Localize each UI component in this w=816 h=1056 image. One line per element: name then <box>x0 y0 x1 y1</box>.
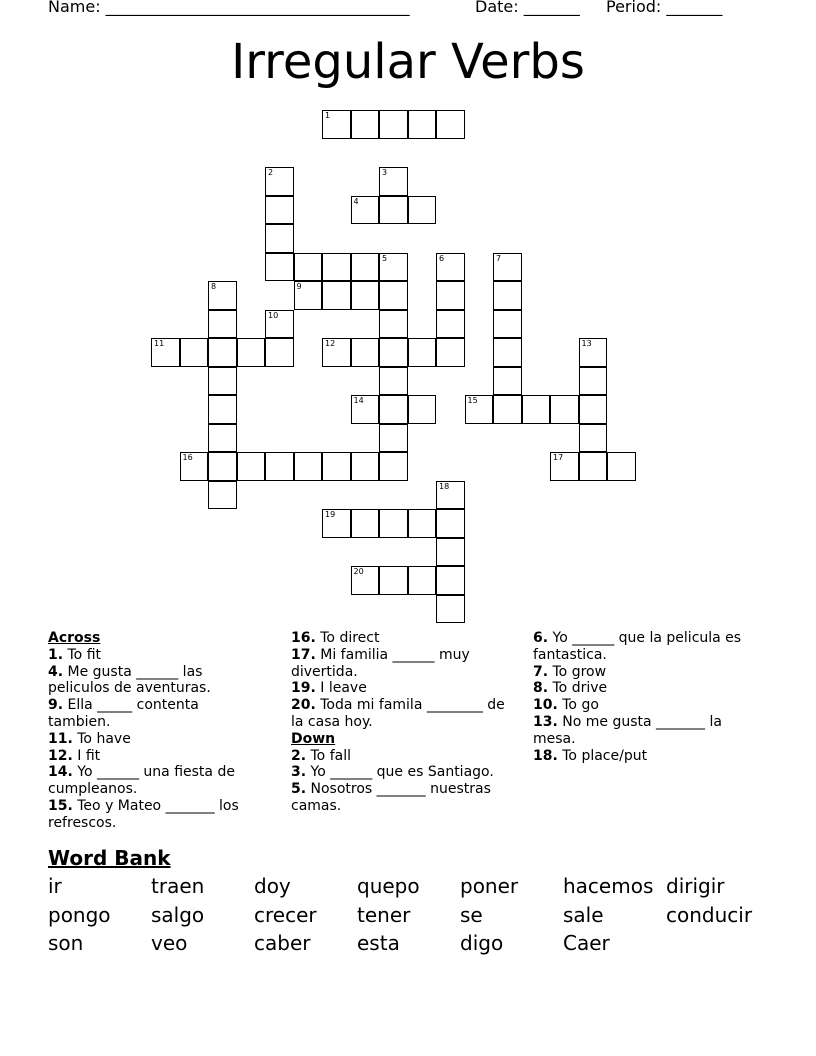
cell-number: 2 <box>268 168 274 177</box>
word-bank-word: tener <box>357 902 411 927</box>
clue-item <box>533 680 743 697</box>
down-heading: Down <box>291 730 336 747</box>
crossword-cell[interactable] <box>294 452 323 481</box>
across-heading: Across <box>48 630 101 646</box>
cell-number: 4 <box>353 196 359 206</box>
crossword-cell[interactable] <box>208 395 237 424</box>
clue-text: To drive <box>548 680 608 697</box>
clue-number: 7. <box>533 663 549 680</box>
cell-number: 19 <box>325 510 336 519</box>
crossword-cell[interactable] <box>436 253 465 282</box>
across-clue-list-1 <box>48 647 258 832</box>
clue-number: 15. <box>48 797 73 814</box>
word-bank-word: pongo <box>48 902 111 927</box>
crossword-cell[interactable] <box>436 566 465 595</box>
clue-item <box>48 731 258 748</box>
clue-text: To fit <box>63 646 102 663</box>
crossword-cell[interactable] <box>465 395 494 424</box>
crossword-cell[interactable] <box>408 338 437 367</box>
name-field-label: Name: ______________________________________ <box>48 0 410 16</box>
clue-text: To place/put <box>557 747 648 764</box>
clue-number: 11. <box>48 730 73 747</box>
crossword-cell[interactable] <box>351 338 380 367</box>
clue-text: I fit <box>72 747 101 764</box>
crossword-cell[interactable] <box>322 338 351 367</box>
clue-number: 20. <box>291 697 316 714</box>
clue-item <box>533 664 743 681</box>
word-bank-word: poner <box>460 874 519 898</box>
crossword-cell[interactable] <box>579 424 608 453</box>
crossword-cell[interactable] <box>322 509 351 538</box>
crossword-cell[interactable] <box>379 167 408 196</box>
clue-text: Toda mi famila ________ de la casa hoy. <box>291 697 505 730</box>
cell-number: 14 <box>353 396 364 405</box>
crossword-cell[interactable] <box>550 452 579 481</box>
clue-item <box>48 664 258 698</box>
crossword-cell[interactable] <box>265 452 294 481</box>
crossword-cell[interactable] <box>436 281 465 310</box>
crossword-cell[interactable] <box>493 253 522 282</box>
clue-number: 2. <box>291 747 307 764</box>
crossword-cell[interactable] <box>379 253 408 282</box>
crossword-cell[interactable] <box>351 566 380 595</box>
cell-number: 18 <box>439 481 450 491</box>
crossword-cell[interactable] <box>351 281 380 310</box>
period-field-label: Period: _______ <box>606 0 723 16</box>
word-bank-word: son <box>48 931 84 955</box>
crossword-cell[interactable] <box>579 367 608 396</box>
crossword-cell[interactable] <box>180 338 209 367</box>
crossword-cell[interactable] <box>436 595 465 624</box>
clue-text: To direct <box>315 630 380 646</box>
crossword-cell[interactable] <box>493 310 522 339</box>
crossword-cell[interactable] <box>379 338 408 367</box>
crossword-cell[interactable] <box>151 338 180 367</box>
crossword-cell[interactable] <box>408 566 437 595</box>
crossword-cell[interactable] <box>436 481 465 510</box>
clue-number: 5. <box>291 781 307 798</box>
crossword-cell[interactable] <box>379 509 408 538</box>
clue-item <box>291 748 511 765</box>
crossword-cell[interactable] <box>579 338 608 367</box>
word-bank-word: Caer <box>563 931 610 955</box>
crossword-cell[interactable] <box>493 281 522 310</box>
crossword-cell[interactable] <box>379 196 408 225</box>
crossword-cell[interactable] <box>208 310 237 339</box>
crossword-cell[interactable] <box>322 281 351 310</box>
clue-number: 4. <box>48 663 64 680</box>
crossword-cell[interactable] <box>294 281 323 310</box>
cell-number: 5 <box>382 253 388 263</box>
cell-number: 3 <box>382 168 388 177</box>
clue-item <box>291 781 511 815</box>
crossword-cell[interactable] <box>408 196 437 225</box>
crossword-cell[interactable] <box>237 452 266 481</box>
crossword-cell[interactable] <box>208 281 237 310</box>
cell-number: 17 <box>553 453 564 462</box>
crossword-cell[interactable] <box>379 281 408 310</box>
crossword-cell[interactable] <box>351 509 380 538</box>
crossword-cell[interactable] <box>436 110 465 139</box>
clue-number: 14. <box>48 764 73 781</box>
clue-text: Me gusta ______ las peliculos de aventuras. <box>48 663 211 697</box>
crossword-cell[interactable] <box>351 110 380 139</box>
clue-item <box>533 714 743 748</box>
word-bank-word: veo <box>151 931 188 955</box>
clue-number: 13. <box>533 713 558 730</box>
crossword-cell[interactable] <box>607 452 636 481</box>
word-bank-word: esta <box>357 931 400 955</box>
cell-number: 20 <box>353 567 364 576</box>
cell-number: 8 <box>211 282 217 291</box>
crossword-cell[interactable] <box>436 310 465 339</box>
word-bank-word: salgo <box>151 902 205 927</box>
cell-number: 6 <box>439 253 445 263</box>
clue-item <box>291 764 511 781</box>
clue-number: 1. <box>48 646 64 663</box>
across-clue-list-2 <box>291 630 511 731</box>
crossword-cell[interactable] <box>265 167 294 196</box>
clue-item <box>533 748 743 765</box>
crossword-cell[interactable] <box>436 509 465 538</box>
crossword-cell[interactable] <box>579 452 608 481</box>
clue-number: 3. <box>291 764 307 781</box>
word-bank-word: dirigir <box>666 874 725 898</box>
word-bank-word: digo <box>460 931 504 955</box>
clue-number: 10. <box>533 697 558 714</box>
page-title: Irregular Verbs <box>231 34 585 90</box>
clue-item <box>291 697 511 731</box>
clue-text: Nosotros _______ nuestras camas. <box>291 781 491 814</box>
crossword-cell[interactable] <box>265 224 294 253</box>
crossword-cell[interactable] <box>550 395 579 424</box>
crossword-cell[interactable] <box>208 338 237 367</box>
crossword-cell[interactable] <box>180 452 209 481</box>
clue-text: Yo ______ que es Santiago. <box>306 764 494 781</box>
clue-number: 9. <box>48 697 64 714</box>
crossword-cell[interactable] <box>379 452 408 481</box>
crossword-cell[interactable] <box>208 367 237 396</box>
crossword-cell[interactable] <box>493 367 522 396</box>
clue-text: No me gusta _______ la mesa. <box>533 713 722 747</box>
crossword-cell[interactable] <box>208 452 237 481</box>
word-bank-title: Word Bank <box>48 846 171 870</box>
cell-number: 12 <box>325 339 336 348</box>
crossword-cell[interactable] <box>294 253 323 282</box>
word-bank-word: sale <box>563 902 604 927</box>
word-bank-word: quepo <box>357 874 420 898</box>
cell-number: 11 <box>154 339 165 348</box>
word-bank-word: conducir <box>666 902 753 927</box>
cell-number: 16 <box>182 453 193 462</box>
cell-number: 7 <box>496 253 502 263</box>
crossword-cell[interactable] <box>493 395 522 424</box>
crossword-cell[interactable] <box>265 253 294 282</box>
crossword-cell[interactable] <box>522 395 551 424</box>
crossword-cell[interactable] <box>379 310 408 339</box>
crossword-cell[interactable] <box>265 338 294 367</box>
word-bank-word: hacemos <box>563 874 654 898</box>
down-clue-list-1 <box>291 748 511 815</box>
crossword-cell[interactable] <box>322 110 351 139</box>
clue-item <box>291 680 511 697</box>
crossword-cell[interactable] <box>379 424 408 453</box>
clues-column-1 <box>48 630 258 832</box>
clues-column-3 <box>533 630 743 764</box>
cell-number: 15 <box>467 396 478 405</box>
crossword-cell[interactable] <box>436 338 465 367</box>
crossword-cell[interactable] <box>436 538 465 567</box>
clue-item <box>533 630 743 664</box>
clue-text: I leave <box>315 680 367 697</box>
clue-number: 19. <box>291 680 316 697</box>
clue-number: 16. <box>291 630 316 646</box>
clue-number: 18. <box>533 747 558 764</box>
crossword-cell[interactable] <box>351 395 380 424</box>
crossword-cell[interactable] <box>379 367 408 396</box>
crossword-cell[interactable] <box>265 310 294 339</box>
crossword-cell[interactable] <box>493 338 522 367</box>
clue-text: To grow <box>548 663 607 680</box>
word-bank-word: traen <box>151 874 205 898</box>
date-field-label: Date: _______ <box>475 0 580 16</box>
clue-item <box>48 647 258 664</box>
word-bank-word: ir <box>48 874 62 898</box>
crossword-cell[interactable] <box>322 253 351 282</box>
clue-item <box>48 748 258 765</box>
cell-number: 10 <box>268 310 279 320</box>
cell-number: 1 <box>325 111 331 120</box>
word-bank-word: crecer <box>254 902 317 927</box>
crossword-cell[interactable] <box>208 424 237 453</box>
clue-text: Mi familia ______ muy divertida. <box>291 646 470 680</box>
clue-text: Teo y Mateo _______ los refrescos. <box>48 797 239 831</box>
crossword-cell[interactable] <box>408 509 437 538</box>
clue-item <box>533 697 743 714</box>
clue-text: Yo ______ una fiesta de cumpleanos. <box>48 764 235 798</box>
crossword-cell[interactable] <box>579 395 608 424</box>
clue-number: 6. <box>533 630 549 646</box>
crossword-cell[interactable] <box>379 395 408 424</box>
crossword-cell[interactable] <box>237 338 266 367</box>
crossword-cell[interactable] <box>351 253 380 282</box>
word-bank-word: caber <box>254 931 311 955</box>
clue-number: 12. <box>48 747 73 764</box>
clue-item <box>48 764 258 798</box>
clue-number: 8. <box>533 680 549 697</box>
cell-number: 13 <box>581 339 592 348</box>
clue-text: To go <box>557 697 599 714</box>
clue-text: To fall <box>306 747 351 764</box>
crossword-cell[interactable] <box>408 395 437 424</box>
word-bank-word: doy <box>254 874 291 898</box>
crossword-cell[interactable] <box>379 110 408 139</box>
clue-item <box>291 630 511 647</box>
clues-column-2 <box>291 630 511 815</box>
clue-text: To have <box>72 730 131 747</box>
clue-number: 17. <box>291 646 316 663</box>
crossword-cell[interactable] <box>265 196 294 225</box>
crossword-cell[interactable] <box>208 481 237 510</box>
clue-item <box>291 647 511 681</box>
clue-text: Yo ______ que la pelicula es fantastica. <box>533 630 742 663</box>
crossword-cell[interactable] <box>351 196 380 225</box>
word-bank-word: se <box>460 902 483 927</box>
crossword-cell[interactable] <box>408 110 437 139</box>
down-clue-list-2 <box>533 630 743 764</box>
crossword-cell[interactable] <box>379 566 408 595</box>
clue-text: Ella _____ contenta tambien. <box>48 697 199 730</box>
clue-item <box>48 697 258 731</box>
crossword-cell[interactable] <box>351 452 380 481</box>
crossword-cell[interactable] <box>322 452 351 481</box>
cell-number: 9 <box>296 282 302 291</box>
clue-item <box>48 798 258 832</box>
